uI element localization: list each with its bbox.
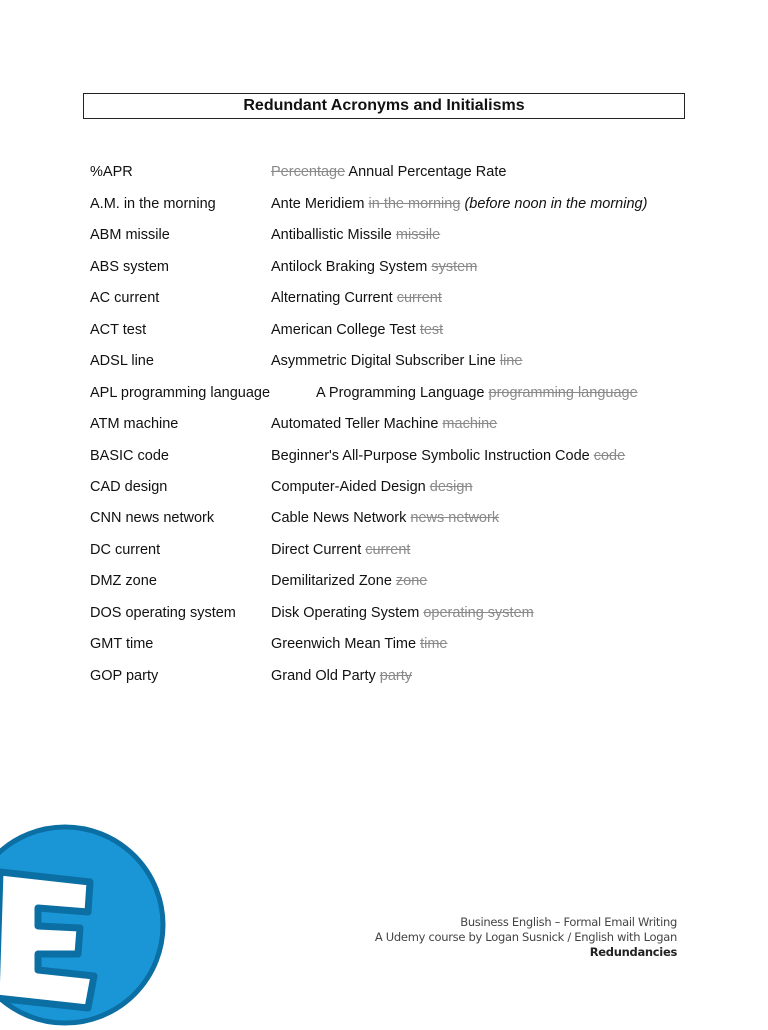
acronym-term: ACT test (90, 322, 147, 338)
definition-text: Antilock Braking System (271, 259, 428, 275)
acronym-definition (271, 255, 477, 279)
redundant-word: programming language (488, 385, 638, 401)
acronym-definition (271, 538, 410, 562)
definition-text: Computer-Aided Design (271, 479, 426, 495)
acronym-term: CNN news network (90, 510, 215, 526)
acronym-definition (271, 318, 443, 342)
acronym-definition (271, 475, 473, 499)
acronym-term: ABM missile (90, 227, 170, 243)
definition-text: Greenwich Mean Time (271, 636, 417, 652)
definition-text: Cable News Network (271, 510, 407, 526)
list-item (0, 664, 768, 688)
footer (375, 915, 677, 960)
definition-text: Direct Current (271, 542, 362, 558)
definition-text: Automated Teller Machine (271, 416, 439, 432)
definition-text: Asymmetric Digital Subscriber Line (271, 353, 496, 369)
redundant-word: news network (410, 510, 500, 526)
acronym-term: AC current (90, 290, 160, 306)
definition-text: Beginner's All-Purpose Symbolic Instruction Code (271, 448, 590, 464)
list-item (0, 318, 768, 342)
list-item (0, 506, 768, 530)
acronym-definition (271, 664, 412, 688)
redundant-word: test (419, 322, 444, 338)
redundant-word: machine (442, 416, 498, 432)
list-item (0, 444, 768, 468)
page-title: Redundant Acronyms and Initialisms (83, 93, 685, 119)
section-name: Redundancies (589, 945, 677, 959)
acronym-definition (271, 506, 499, 530)
acronym-definition (271, 569, 427, 593)
definition-text: Antiballistic Missile (271, 227, 392, 243)
acronym-term: APL programming language (90, 385, 271, 401)
redundant-word: line (499, 353, 523, 369)
list-item (0, 192, 768, 216)
acronym-term: GOP party (90, 668, 159, 684)
acronym-definition (271, 412, 497, 436)
redundant-word: Percentage (271, 164, 346, 180)
list-item (0, 223, 768, 247)
definition-text: American College Test (271, 322, 416, 338)
acronym-term: CAD design (90, 479, 168, 495)
list-item (0, 286, 768, 310)
list-item (0, 412, 768, 436)
course-title: Business English – Formal Email Writing (460, 915, 677, 929)
acronym-definition (271, 192, 647, 216)
acronym-term: DOS operating system (90, 605, 236, 621)
list-item (0, 601, 768, 625)
definition-text: Ante Meridiem (271, 196, 365, 212)
e-logo-icon (0, 820, 170, 1030)
redundant-word: time (420, 636, 448, 652)
definition-text: Grand Old Party (271, 668, 376, 684)
acronym-definition (271, 160, 506, 184)
acronym-definition (271, 632, 448, 656)
redundant-word: design (429, 479, 473, 495)
redundant-word: in the morning (368, 196, 461, 212)
list-item (0, 538, 768, 562)
list-item (0, 349, 768, 373)
redundant-word: operating system (423, 605, 534, 621)
redundant-word: code (593, 448, 626, 464)
acronym-definition (271, 349, 522, 373)
acronym-term: ATM machine (90, 416, 179, 432)
acronym-term: ABS system (90, 259, 169, 275)
acronym-term: %APR (90, 164, 133, 180)
acronym-definition (271, 444, 625, 468)
list-item (0, 569, 768, 593)
course-author: A Udemy course by Logan Susnick / English with Logan (374, 930, 677, 944)
acronym-term: ADSL line (90, 353, 154, 369)
acronym-term: A.M. in the morning (90, 196, 216, 212)
list-item (0, 381, 768, 405)
acronym-definition (271, 286, 442, 310)
definition-text: A Programming Language (316, 385, 485, 401)
acronym-term: DC current (90, 542, 161, 558)
acronym-term: GMT time (90, 636, 154, 652)
list-item (0, 475, 768, 499)
acronym-definition (271, 223, 440, 247)
definition-note: (before noon in the morning) (464, 196, 648, 212)
definition-text: Alternating Current (271, 290, 393, 306)
definition-text: Disk Operating System (271, 605, 420, 621)
redundant-word: zone (395, 573, 428, 589)
list-item (0, 160, 768, 184)
definition-text: Demilitarized Zone (271, 573, 392, 589)
redundant-word: party (379, 668, 413, 684)
acronym-definition (271, 601, 534, 625)
acronym-term: DMZ zone (90, 573, 157, 589)
list-item (0, 632, 768, 656)
definition-text: Annual Percentage Rate (348, 164, 507, 180)
redundant-word: system (431, 259, 478, 275)
acronym-term: BASIC code (90, 448, 169, 464)
redundant-word: current (396, 290, 442, 306)
redundant-word: missile (395, 227, 441, 243)
redundant-word: current (365, 542, 411, 558)
list-item (0, 255, 768, 279)
acronym-definition (316, 381, 638, 405)
